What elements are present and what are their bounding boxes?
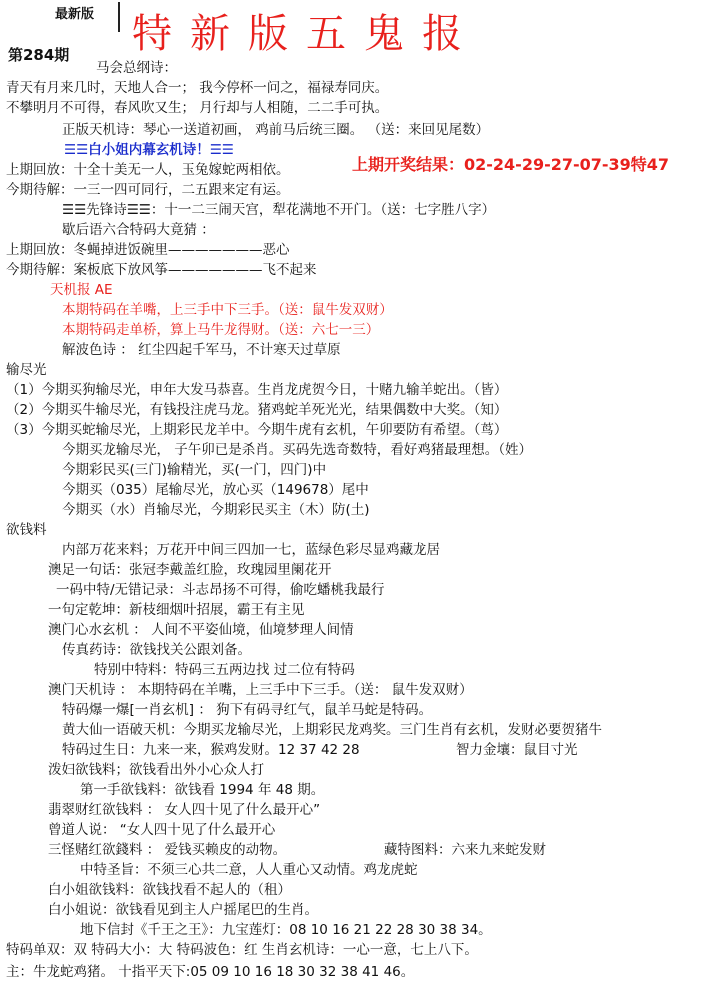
text-line: 澳门心水玄机 ： 人间不平姿仙境，仙境梦理人间情	[48, 622, 354, 638]
text-line: （3）今期买蛇输尽光，上期彩民龙羊中。今期牛虎有玄机，午卯要防有希望。（茑）	[6, 422, 508, 438]
text-line: 不攀明月不可得，春风吹又生； 月行却与人相随，二二手可执。	[6, 100, 389, 116]
text-line: 特码爆一爆[一肖玄机] ： 狗下有码寻红气，鼠羊马蛇是特码。	[62, 702, 433, 718]
text-line: 今期彩民买(三门)输精光，买(一门，四门)中	[62, 462, 327, 478]
text-line: 澳门天机诗 ： 本期特码在羊嘴，上三手中下三手。（送： 鼠牛发双财）	[48, 682, 473, 698]
text-line: 地下信封《千王之王》：九宝莲灯：08 10 16 21 22 28 30 38 34。	[80, 922, 492, 938]
text-line: 三怪赌红欲錢料 ： 爱钱买赖皮的动物。	[48, 842, 287, 858]
text-line: 上期回放：十全十美无一人，玉兔嫁蛇两相依。	[6, 162, 290, 178]
text-line: 第一手欲钱料：欲钱看 1994 年 48 期。	[80, 782, 325, 798]
issue-number: 第284期	[8, 46, 70, 64]
text-line: 特码过生日：九来一来，猴鸡发财。12 37 42 28	[62, 742, 360, 758]
text-line: 一句定乾坤：新枝细烟叶招展，霸王有主见	[48, 602, 305, 618]
text-line: 青天有月来几时，天地人合一； 我今停杯一问之，福禄寿同庆。	[6, 80, 389, 96]
section-heading: 欲钱料	[6, 522, 47, 538]
text-line: 白小姐欲钱料：欲钱找看不起人的（租）	[48, 882, 291, 898]
text-line: 黄大仙一语破天机：今期买龙输尽光，上期彩民龙鸡奖。三门生肖有玄机，发财必要贺猪牛	[62, 722, 602, 738]
edition-label: 最新版	[55, 7, 95, 22]
text-line: 正版天机诗：琴心一送道初画， 鸡前马后统三圈。 （送：来回见尾数）	[62, 122, 490, 138]
text-line: 解波色诗 ： 红尘四起千军马，不计寒天过草原	[62, 342, 341, 358]
page-title: 特新版五鬼报	[132, 11, 480, 57]
text-line: 马会总纲诗：	[96, 60, 177, 76]
section-heading: 输尽光	[6, 362, 47, 378]
text-line: 本期特码走单桥，算上马牛龙得财。（送：六七一三）	[62, 322, 380, 338]
text-line: 今期买（035）尾输尽光，放心买（149678）尾中	[62, 482, 369, 498]
text-line: 主：牛龙蛇鸡猪。 十指平天下:05 09 10 16 18 30 32 38 41 46。	[6, 964, 415, 980]
text-line: 智力金壤：鼠目寸光	[456, 742, 578, 758]
header-divider	[118, 2, 120, 32]
text-line: 一码中特/无错记录：斗志昂扬不可得，偷吃蟠桃我最行	[56, 582, 385, 598]
text-line: 中特圣旨：不须三心共二意，人人重心又动情。鸡龙虎蛇	[80, 862, 418, 878]
last-result: 上期开奖结果：02-24-29-27-07-39特47	[352, 155, 670, 174]
text-line: 藏特图料：六来九来蛇发财	[384, 842, 546, 858]
text-line: （2）今期买牛输尽光，有钱投注虎马龙。猪鸡蛇羊死光光，结果偶数中大奖。（知）	[6, 402, 508, 418]
text-line: 上期回放：冬蝇掉进饭碗里———————恶心	[6, 242, 290, 258]
text-line: ☰☰白小姐内幕玄机诗！☰☰	[64, 142, 234, 158]
text-line: 特别中特料：特码三五两边找 过二位有特码	[94, 662, 355, 678]
text-line: 翡翠财红欲钱料 ： 女人四十见了什么最开心”	[48, 802, 321, 818]
text-line: 今期待解：一三一四可同行，二五跟来定有运。	[6, 182, 290, 198]
text-line: 传真药诗：欲钱找关公跟刘备。	[62, 642, 251, 658]
text-line: 今期买（水）肖输尽光，今期彩民买主（木）防(土)	[62, 502, 370, 518]
text-line: 内部万花来料；万花开中间三四加一七，蓝绿色彩尽显鸡藏龙居	[62, 542, 440, 558]
text-line: 曾道人说： “女人四十见了什么最开心	[48, 822, 276, 838]
text-line: 本期特码在羊嘴，上三手中下三手。（送：鼠牛发双财）	[62, 302, 393, 318]
text-line: 天机报 AE	[50, 282, 113, 298]
text-line: ☰☰先锋诗☰☰：十一二三闹天宫，犁花满地不开门。（送：七字胜八字）	[62, 202, 496, 218]
text-line: 今期待解：案板底下放风筝———————飞不起来	[6, 262, 317, 278]
text-line: 歇后语六合特码大竟猜 ：	[62, 222, 215, 238]
text-line: 特码单双：双 特码大小：大 特码波色：红 生肖玄机诗：一心一意，七上八下。	[6, 942, 478, 958]
text-line: （1）今期买狗输尽光，申年大发马恭喜。生肖龙虎贺今日，十赌九输羊蛇出。（皆）	[6, 382, 508, 398]
text-line: 今期买龙输尽光， 子午卯已是杀肖。买码先选奇数特，看好鸡猪最理想。（姓）	[62, 442, 533, 458]
text-line: 澳足一句话：张冠李戴盖红脸，玫瑰园里阑花开	[48, 562, 332, 578]
text-line: 泼妇欲钱料；欲钱看出外小心众人打	[48, 762, 264, 778]
text-line: 白小姐说：欲钱看见到主人户摇尾巴的生肖。	[48, 902, 318, 918]
